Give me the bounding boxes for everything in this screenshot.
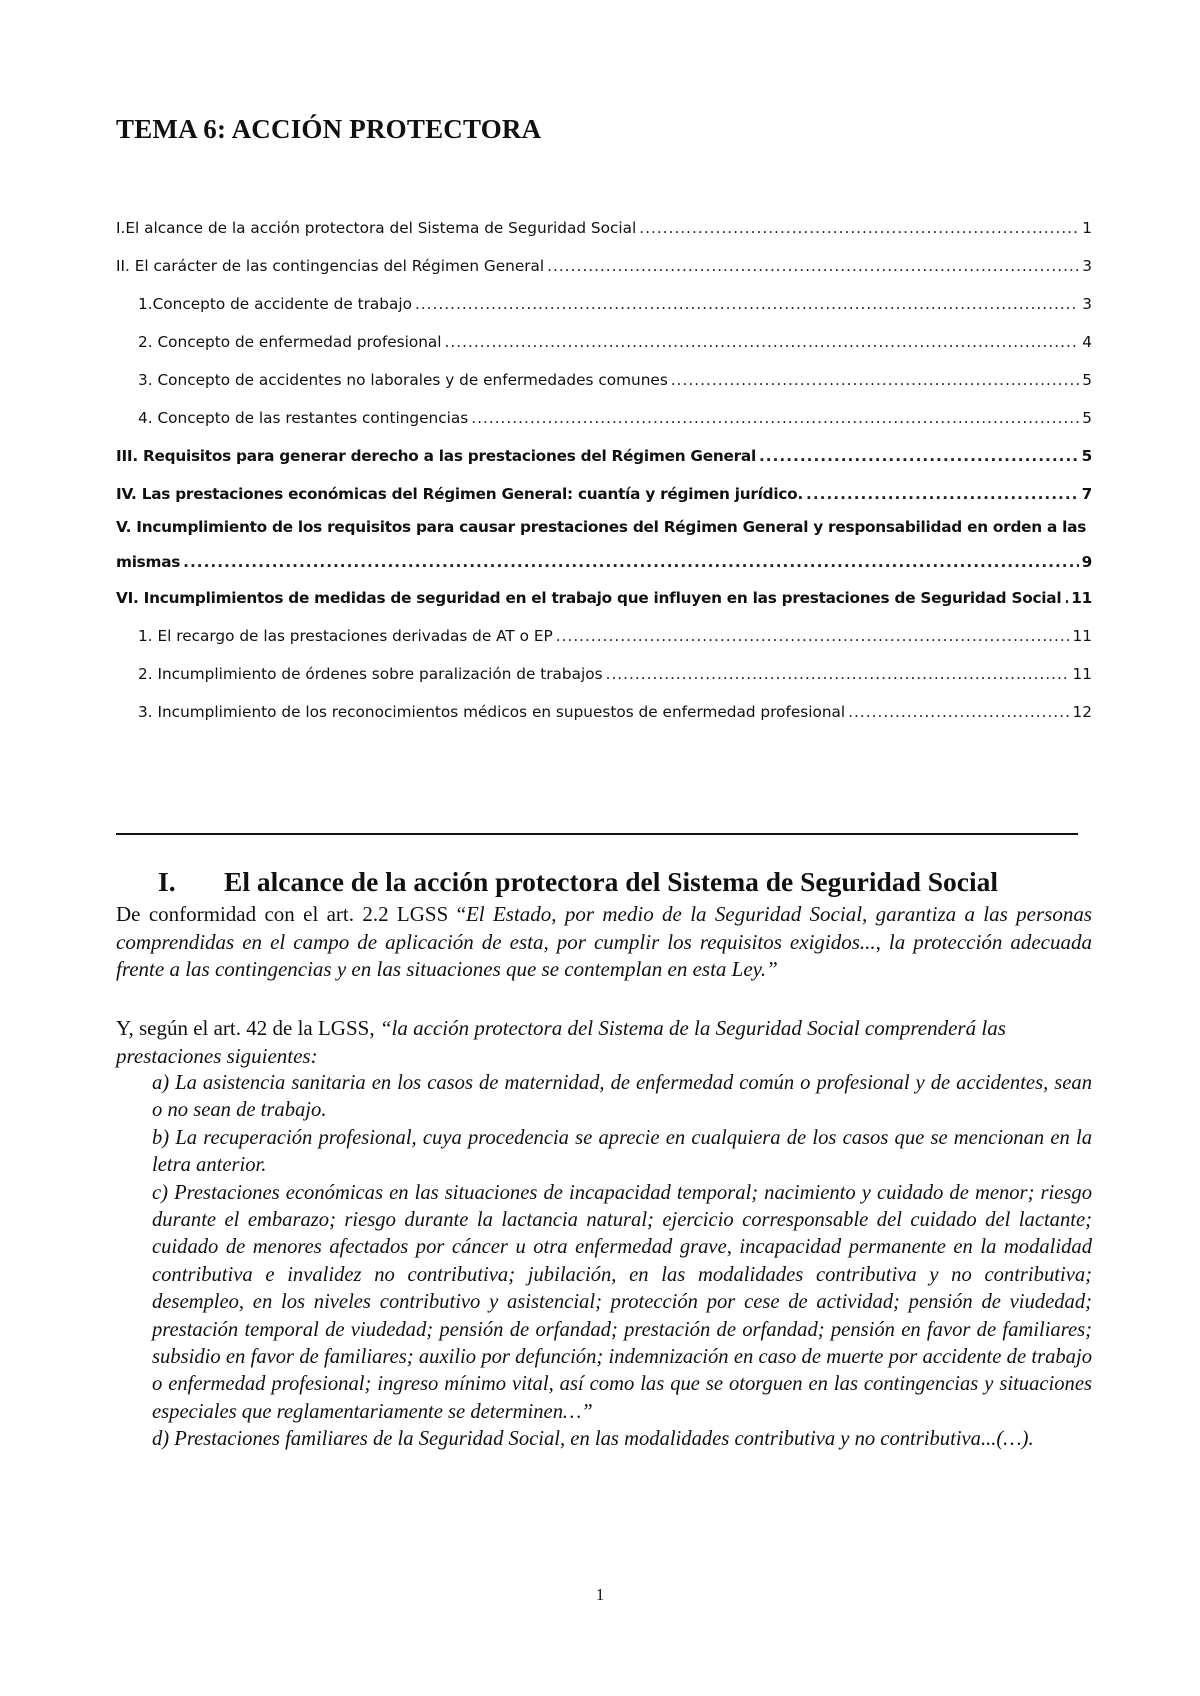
toc-entry[interactable]	[116, 323, 1092, 351]
toc-entry[interactable]	[116, 399, 1092, 427]
toc-entry-page: 9	[1081, 553, 1092, 571]
toc-leader	[415, 295, 1079, 313]
toc-leader	[183, 553, 1078, 571]
toc-leader	[806, 485, 1079, 503]
toc-entry[interactable]	[116, 437, 1092, 465]
toc-entry-text: IV. Las prestaciones económicas del Régimen General: cuantía y régimen jurídico.	[116, 485, 804, 503]
benefits-list	[152, 1070, 1092, 1454]
section-divider	[116, 833, 1078, 835]
toc-entry-page: 11	[1072, 665, 1092, 683]
toc-entry-page: 7	[1081, 485, 1092, 503]
toc-entry-number: I.	[116, 219, 126, 237]
table-of-contents	[116, 209, 1092, 731]
section-title: El alcance de la acción protectora del Sistema de Seguridad Social	[224, 866, 999, 897]
toc-entry-text: VI. Incumplimientos de medidas de seguridad en el trabajo que influyen en las prestaciones de Seguridad Social	[116, 589, 1062, 607]
toc-entry-text-continued: mismas	[116, 553, 181, 571]
toc-leader	[556, 627, 1070, 645]
paragraph	[116, 1015, 1092, 1070]
toc-leader	[759, 447, 1079, 465]
toc-leader	[547, 257, 1079, 275]
toc-entry[interactable]	[116, 247, 1092, 275]
list-item: c) Prestaciones económicas en las situaciones de incapacidad temporal; nacimiento y cuidado de menor; riesgo durante el embarazo; riesgo durante la lactancia natural; ejercicio corresponsable del cuidado del lactante; cuidado de menores afectados por cáncer u otra enfermedad grave, incapacidad permanente en la modalidad contributiva e invalidez no contributiva; jubilación, en las modalidades contributiva y no contributiva; desempleo, en los niveles contributivo y asistencial; protección por cese de actividad; pensión de viudedad; prestación temporal de viudedad; pensión de orfandad; prestación de orfandad; pensión en favor de familiares; subsidio en favor de familiares; auxilio por defunción; indemnización en caso de muerte por accidente de trabajo o enfermedad profesional; ingreso mínimo vital, así como las que se otorguen en las contingencias y situaciones especiales que reglamentariamente se determinen…”	[152, 1181, 1092, 1423]
section-heading	[158, 866, 998, 898]
toc-entry-text: III. Requisitos para generar derecho a las prestaciones del Régimen General	[116, 447, 756, 465]
toc-entry-text: El alcance de la acción protectora del Sistema de Seguridad Social	[125, 219, 637, 237]
toc-entry-page: 3	[1082, 257, 1092, 275]
toc-entry[interactable]	[116, 693, 1092, 721]
toc-leader	[848, 703, 1069, 721]
toc-entry-page: 5	[1081, 447, 1092, 465]
toc-entry-text: 1. El recargo de las prestaciones derivadas de AT o EP	[138, 627, 553, 645]
list-item: d) Prestaciones familiares de la Seguridad Social, en las modalidades contributiva y no contributiva...(…).	[152, 1428, 1034, 1451]
toc-entry-text: 4. Concepto de las restantes contingencias	[138, 409, 469, 427]
toc-entry-text: 3. Incumplimiento de los reconocimientos médicos en supuestos de enfermedad profesional	[138, 703, 846, 721]
paragraph	[116, 901, 1092, 984]
toc-leader	[445, 333, 1080, 351]
toc-entry-page: 11	[1071, 589, 1092, 607]
list-item: b) La recuperación profesional, cuya procedencia se aprecie en cualquiera de los casos que se mencionan en la letra anterior.	[152, 1126, 1092, 1177]
toc-entry-page: 12	[1072, 703, 1092, 721]
toc-entry-text: V. Incumplimiento de los requisitos para causar prestaciones del Régimen General y responsabilidad en orden a las	[116, 518, 1087, 536]
toc-entry[interactable]	[116, 579, 1092, 607]
toc-entry[interactable]	[116, 655, 1092, 683]
paragraph-lead: Y, según el art. 42 de la LGSS,	[116, 1016, 380, 1040]
toc-leader	[606, 665, 1070, 683]
toc-entry-page: 5	[1082, 371, 1092, 389]
toc-leader	[471, 409, 1079, 427]
toc-leader	[639, 219, 1079, 237]
toc-entry-page: 11	[1072, 627, 1092, 645]
list-item: a) La asistencia sanitaria en los casos de maternidad, de enfermedad común o profesional y de accidentes, sean o no sean de trabajo.	[152, 1072, 1092, 1122]
toc-leader	[1064, 589, 1068, 607]
toc-entry[interactable]	[116, 361, 1092, 389]
toc-entry-page: 1	[1082, 219, 1092, 237]
document-title: TEMA 6: ACCIÓN PROTECTORA	[116, 114, 542, 144]
toc-entry-text: 3. Concepto de accidentes no laborales y de enfermedades comunes	[138, 371, 668, 389]
page-number: 1	[595, 1585, 605, 1604]
toc-entry-text: Concepto de accidente de trabajo	[152, 295, 412, 313]
legal-quote: “la acción protectora del Sistema de la Seguridad Social comprenderá las prestaciones siguientes:	[116, 1016, 1006, 1068]
toc-entry-page: 5	[1082, 409, 1092, 427]
toc-entry-text: II. El carácter de las contingencias del Régimen General	[116, 257, 545, 275]
toc-entry[interactable]	[116, 617, 1092, 645]
toc-entry[interactable]	[116, 209, 1092, 237]
toc-entry-text: 2. Incumplimiento de órdenes sobre paralización de trabajos	[138, 665, 603, 683]
toc-entry-number: 1.	[138, 295, 153, 313]
toc-entry[interactable]	[116, 285, 1092, 313]
toc-entry[interactable]	[116, 513, 1092, 571]
toc-entry-text: 2. Concepto de enfermedad profesional	[138, 333, 442, 351]
toc-entry[interactable]	[116, 475, 1092, 503]
toc-entry-page: 3	[1082, 295, 1092, 313]
section-number: I.	[158, 866, 176, 897]
toc-entry-page: 4	[1082, 333, 1092, 351]
legal-quote: El Estado, por medio de la Seguridad Social, garantiza a las personas comprendidas en el campo de aplicación de esta, por cumplir los requisitos exigidos..., la protección adecuada frente a las contingencias y en las situaciones que se contemplan en esta Ley.”	[116, 902, 1092, 981]
toc-leader	[671, 371, 1079, 389]
paragraph-lead: De conformidad con el art. 2.2 LGSS “	[116, 902, 466, 926]
